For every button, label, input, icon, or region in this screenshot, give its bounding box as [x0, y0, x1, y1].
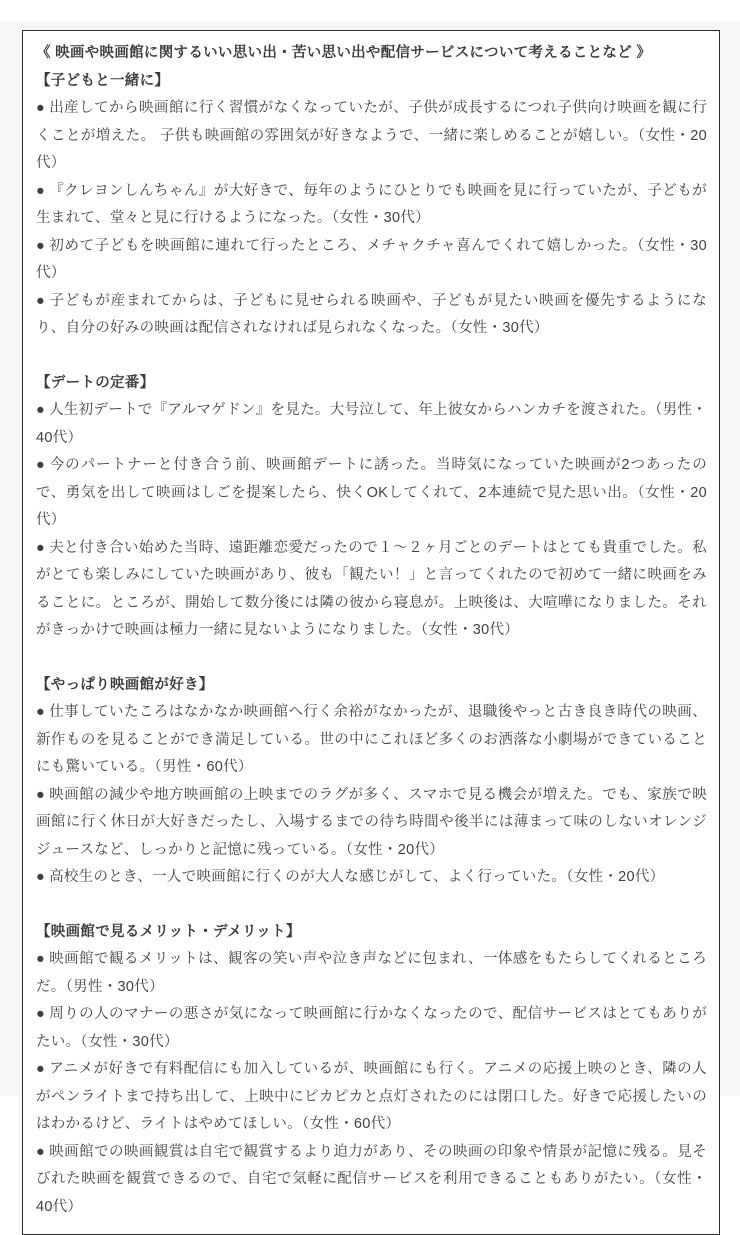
bullet-icon: ● — [36, 457, 46, 473]
comment-item — [36, 397, 707, 452]
comment-item — [36, 1001, 707, 1056]
comment-item — [36, 699, 707, 782]
bullet-icon: ● — [36, 237, 46, 254]
bullet-icon: ● — [36, 786, 46, 803]
section-heading: 【映画館で見るメリット・デメリット】 — [36, 923, 301, 940]
comment-text: 子どもが産まれてからは、子どもに見せられる映画や、子どもが見たい映画を優先するようになり、自分の好みの映画は配信されなければ見られなくなった。（女性・30代） — [36, 292, 708, 336]
comment-item — [36, 864, 707, 892]
comment-text: 映画館の減少や地方映画館の上映までのラグが多く、スマホで見る機会が増えた。でも、家族で映画館に行く休日が大好きだったし、入場するまでの待ち時間や後半には薄まって味のしないオレンジジュースなど、しっかりと記憶に残っている。（女性・20代） — [36, 786, 707, 858]
comment-section — [36, 68, 707, 343]
comment-text: アニメが好きで有料配信にも加入しているが、映画館にも行く。アニメの応援上映のとき、隣の人がペンライトまで持ち出して、上映中にピカピカと点灯されたのには閉口した。好きで応援したいのはわかるけど、ライトはやめてほしい。（女性・60代） — [36, 1061, 707, 1132]
section-heading: 【やっぱり映画館が好き】 — [36, 676, 214, 693]
comment-text: 初めて子どもを映画館に連れて行ったところ、メチャクチャ喜んでくれて嬉しかった。（女性・30代） — [36, 237, 707, 281]
bullet-icon: ● — [36, 951, 46, 967]
section-heading: 【デートの定番】 — [36, 374, 155, 391]
comment-text: 映画館で観るメリットは、観客の笑い声や泣き声などに包まれ、一体感をもたらしてくれるところだ。（男性・30代） — [36, 951, 707, 995]
comment-item — [36, 95, 707, 178]
comment-text: 出産してから映画館に行く習慣がなくなっていたが、子供が成長するにつれ子供向け映画を観に行くことが増えた。 子供も映画館の雰囲気が好きなようで、一緒に楽しめることが嬉しい。（女性・20代） — [36, 100, 707, 171]
comment-text: 高校生のとき、一人で映画館に行くのが大人な感じがして、よく行っていた。（女性・20代） — [49, 869, 665, 885]
comment-text: 周りの人のマナーの悪さが気になって映画館に行かなくなったので、配信サービスはとてもありがたい。（女性・30代） — [36, 1006, 707, 1050]
comment-text: 夫と付き合い始めた当時、遠距離恋愛だったので１～２ヶ月ごとのデートはとても貴重でした。私がとても楽しみにしていた映画があり、彼も「観たい！」と言ってくれたので初めて一緒に映画をみることに。ところが、開始して数分後には隣の彼から寝息が。上映後は、大喧嘩になりました。それがきっかけで映画は極力一緒に見ないようになりました。（女性・30代） — [36, 539, 707, 638]
bullet-icon: ● — [36, 869, 46, 885]
bullet-icon: ● — [36, 1143, 46, 1160]
comment-text: 今のパートナーと付き合う前、映画館デートに誘った。当時気になっていた映画が2つあったので、勇気を出して映画はしごを提案したら、快くOKしてくれて、2本連続で見た思い出。（女性・20代） — [36, 457, 707, 528]
comment-text: 人生初デートで『アルマゲドン』を見た。大号泣して、年上彼女からハンカチを渡された。（男性・40代） — [36, 402, 707, 446]
bullet-icon: ● — [36, 1061, 46, 1077]
bullet-icon: ● — [36, 704, 46, 720]
bullet-icon: ● — [36, 100, 46, 116]
comment-text: 映画館での映画観賞は自宅で観賞するより迫力があり、その映画の印象や情景が記憶に残る。見そびれた映画を観賞できるので、自宅で気軽に配信サービスを利用できることもありがたい。（女性・40代） — [36, 1143, 707, 1215]
comment-section — [36, 370, 707, 645]
bullet-icon: ● — [36, 182, 46, 199]
comment-item — [36, 946, 707, 1001]
comment-text: 『クレヨンしんちゃん』が大好きで、毎年のようにひとりでも映画を見に行っていたが、子どもが生まれて、堂々と見に行けるようになった。（女性・30代） — [36, 182, 707, 226]
comment-item — [36, 1056, 707, 1139]
comments-document-box — [22, 30, 720, 1235]
comment-item — [36, 233, 707, 288]
comment-text: 仕事していたころはなかなか映画館へ行く余裕がなかったが、退職後やっと古き良き時代の映画、新作ものを見ることができ満足している。世の中にこれほど多くのお洒落な小劇場ができていることにも驚いている。（男性・60代） — [36, 704, 707, 775]
comment-item — [36, 535, 707, 645]
comment-item — [36, 452, 707, 535]
document-title: 《 映画や映画館に関するいい思い出・苦い思い出や配信サービスについて考えることなど 》 — [36, 45, 652, 61]
sections-container — [36, 68, 707, 1222]
bullet-icon: ● — [36, 292, 46, 309]
comment-section — [36, 672, 707, 892]
section-heading: 【子どもと一緒に】 — [36, 72, 170, 89]
bullet-icon: ● — [36, 1006, 46, 1022]
comment-item — [36, 178, 707, 233]
bullet-icon: ● — [36, 539, 46, 556]
comment-item — [36, 288, 707, 343]
comment-section — [36, 919, 707, 1222]
comment-item — [36, 782, 707, 865]
bullet-icon: ● — [36, 402, 46, 418]
comment-item — [36, 1139, 707, 1222]
